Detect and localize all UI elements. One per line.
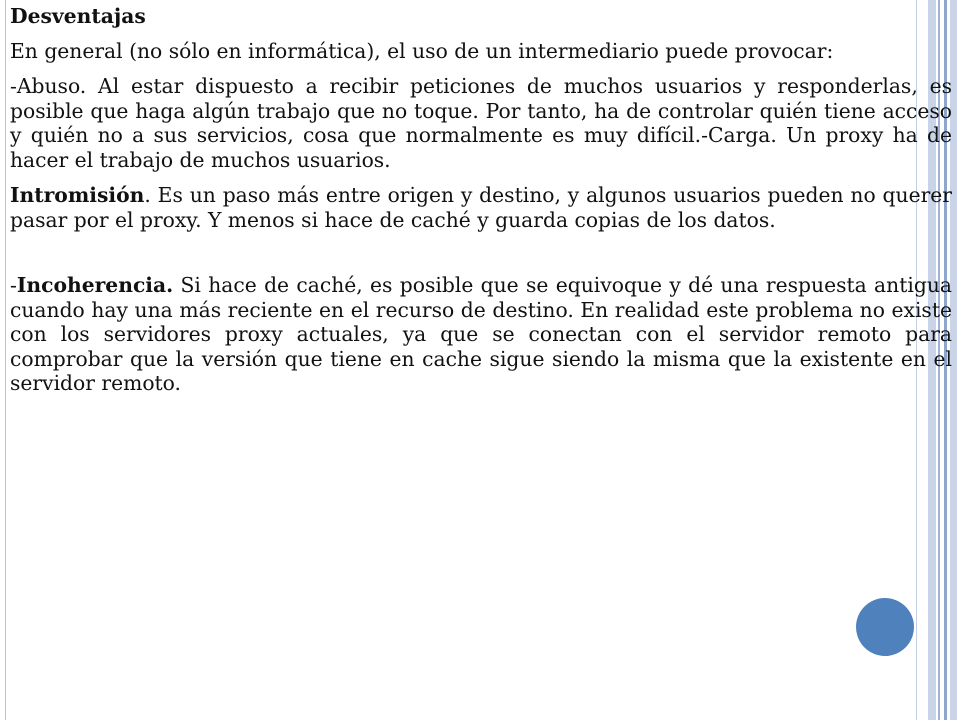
decorative-circle (856, 598, 914, 656)
intromision-text: . Es un paso más entre origen y destino, y algunos usuarios pueden no querer pasar por el proxy. Y menos si hace de caché y guarda copias de los datos. (10, 183, 952, 232)
left-border-rule (5, 0, 6, 720)
slide-body-text (10, 4, 952, 396)
incoherencia-paragraph (10, 273, 952, 396)
incoherencia-text: Si hace de caché, es posible que se equivoque y dé una respuesta antigua cuando hay una más reciente en el recurso de destino. En realidad este problema no existe con los servidores proxy actuales, ya que se conectan con el servidor remoto para comprobar que la versión que tiene en cache sigue siendo la misma que la existente en el servidor remoto. (10, 273, 952, 395)
intromision-term: Intromisión (10, 183, 145, 207)
heading-desventajas: Desventajas (10, 4, 146, 28)
incoherencia-dash: - (10, 273, 17, 297)
incoherencia-term: Incoherencia. (16, 273, 174, 297)
intro-paragraph: En general (no sólo en informática), el uso de un intermediario puede provocar: (10, 38, 834, 63)
abuso-paragraph: -Abuso. Al estar dispuesto a recibir peticiones de muchos usuarios y responderlas, es posible que haga algún trabajo que no toque. Por tanto, ha de controlar quién tiene acceso y quién no a sus servicios, cosa que normalmente es muy difícil.-Carga. Un proxy ha de hacer el trabajo de muchos usuarios. (10, 74, 952, 172)
intromision-paragraph (10, 183, 952, 232)
